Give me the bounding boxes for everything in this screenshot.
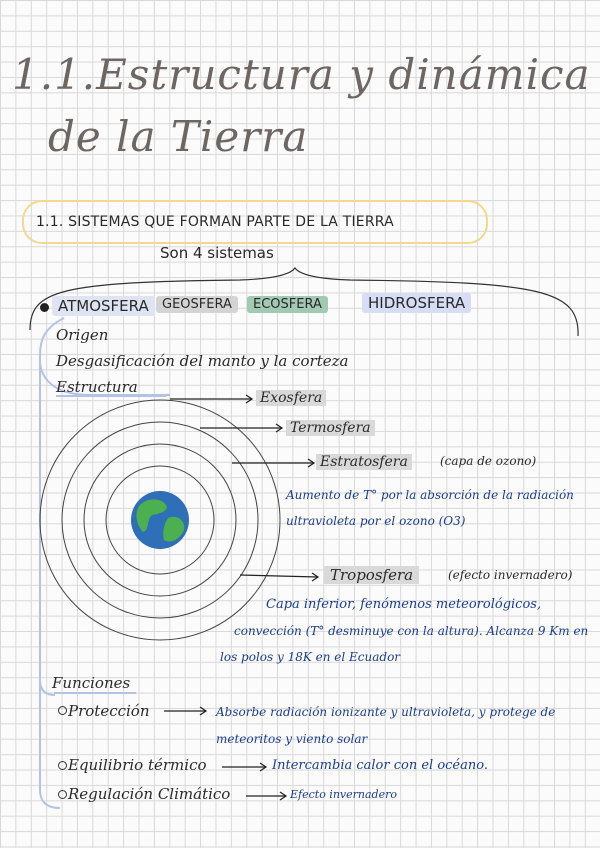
layer-estratosfera-note: (capa de ozono) — [440, 454, 537, 468]
proteccion-desc-2: meteoritos y viento solar — [216, 732, 368, 746]
troposfera-desc-1: Capa inferior, fenómenos meteorológicos, — [266, 597, 542, 612]
layer-estratosfera: Estratosfera — [316, 454, 412, 470]
layer-troposfera: Troposfera — [324, 566, 419, 584]
function-equilibrio: Equilibrio térmico — [68, 756, 207, 774]
proteccion-desc-1: Absorbe radiación ionizante y ultravioleta, y protege de — [216, 705, 556, 719]
estratosfera-desc-2: ultravioleta por el ozono (O3) — [286, 514, 466, 528]
section-subheading: Son 4 sistemas — [160, 244, 274, 262]
estratosfera-desc-1: Aumento de T° por la absorción de la radiación — [286, 488, 574, 502]
function-regulacion: Regulación Climático — [68, 785, 231, 803]
regulacion-desc: Efecto invernadero — [290, 788, 397, 801]
equilibrio-desc: Intercambia calor con el océano. — [272, 758, 488, 773]
function-bullet-regulacion — [58, 790, 67, 799]
brace — [30, 268, 578, 336]
function-bullet-proteccion — [58, 706, 67, 715]
function-bullet-equilibrio — [58, 761, 67, 770]
origin-label: Origen — [56, 326, 109, 344]
system-tag-ecosfera: ECOSFERA — [247, 296, 328, 313]
layer-exosfera: Exosfera — [256, 390, 326, 406]
page-title-line2: de la Tierra — [48, 112, 309, 161]
function-proteccion: Protección — [68, 702, 150, 720]
section-heading: 1.1. SISTEMAS QUE FORMAN PARTE DE LA TIERRA — [36, 214, 394, 230]
layer-termosfera: Termosfera — [286, 420, 375, 436]
system-tag-hidrosfera: HIDROSFERA — [362, 293, 471, 313]
origin-text: Desgasificación del manto y la corteza — [56, 352, 349, 370]
system-tag-atmosfera: ATMOSFERA — [52, 296, 155, 316]
layer-troposfera-note: (efecto invernadero) — [448, 568, 573, 582]
page-title-line1: 1.1.Estructura y dinámica — [12, 50, 591, 99]
troposfera-desc-3: los polos y 18K en el Ecuador — [220, 650, 401, 664]
structure-label: Estructura — [56, 378, 138, 396]
system-tag-geosfera: GEOSFERA — [156, 296, 238, 313]
troposfera-desc-2: convección (T° desminuye con la altura). Alcanza 9 Km en — [234, 624, 589, 638]
functions-label: Funciones — [52, 674, 131, 692]
